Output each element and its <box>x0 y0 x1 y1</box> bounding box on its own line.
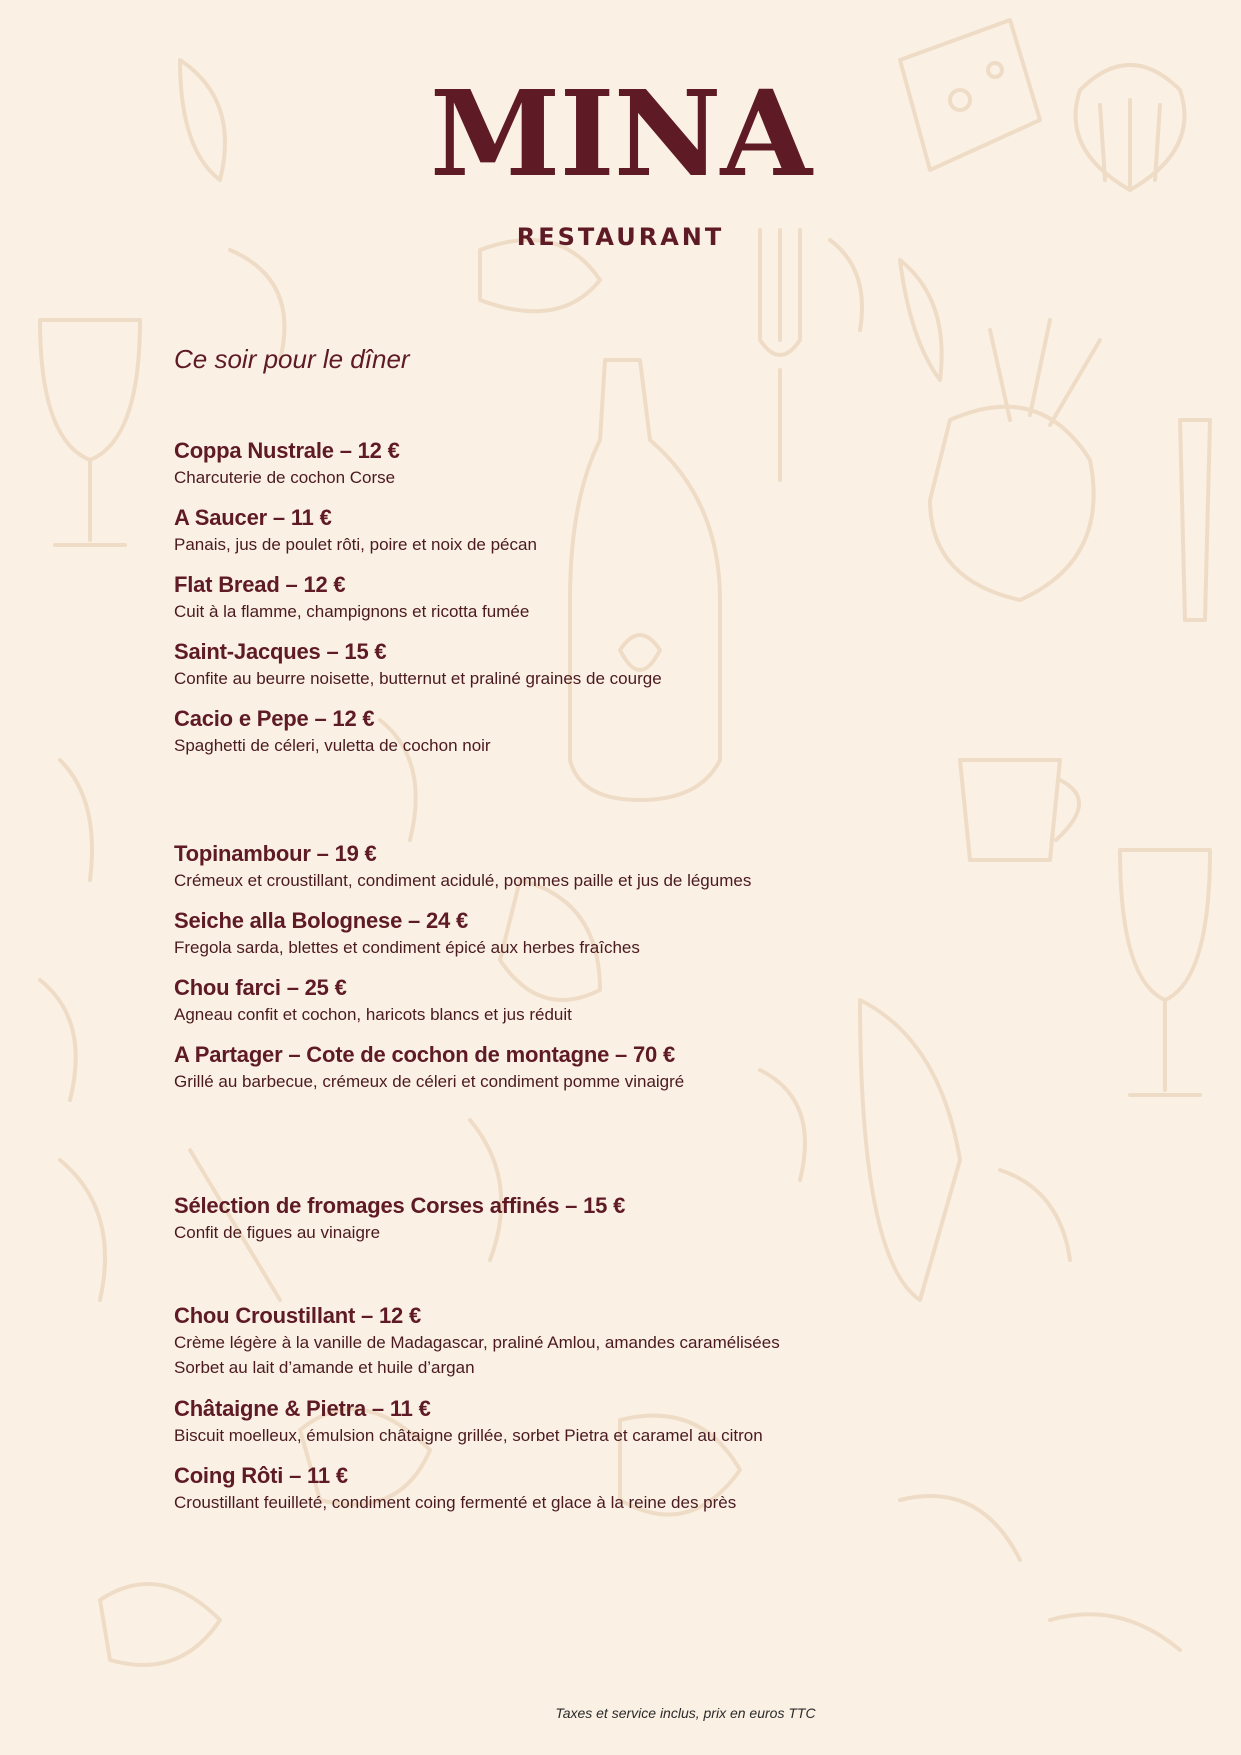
menu-item-title: Coing Rôti – 11 € <box>174 1463 348 1488</box>
menu-item-title: Chou farci – 25 € <box>174 975 347 1000</box>
menu-item-title: Seiche alla Bolognese – 24 € <box>174 908 468 933</box>
menu-item-title: A Partager – Cote de cochon de montagne – 70 € <box>174 1042 676 1067</box>
menu-heading: Ce soir pour le dîner <box>174 344 410 374</box>
menu-item-title: Flat Bread – 12 € <box>174 572 346 597</box>
menu-item-description: Confit de figues au vinaigre <box>174 1223 381 1242</box>
menu-item-description: Grillé au barbecue, crémeux de céleri et condiment pomme vinaigré <box>174 1072 685 1091</box>
menu-item-description: Confite au beurre noisette, butternut et praliné graines de courge <box>174 669 662 688</box>
menu-item-title: A Saucer – 11 € <box>174 505 332 530</box>
menu-item <box>174 1041 1074 1094</box>
menu-item <box>174 1395 1074 1448</box>
menu-item <box>174 1302 1074 1380</box>
menu-item-title: Chou Croustillant – 12 € <box>174 1303 422 1328</box>
menu-item-description: Panais, jus de poulet rôti, poire et noix de pécan <box>174 535 537 554</box>
restaurant-subtitle: RESTAURANT <box>516 223 725 251</box>
menu-item <box>174 974 1074 1027</box>
menu-item-description: Charcuterie de cochon Corse <box>174 468 396 487</box>
menu-item <box>174 907 1074 960</box>
footer-note: Taxes et service inclus, prix en euros TTC <box>555 1705 816 1721</box>
menu-item-title: Saint-Jacques – 15 € <box>174 639 387 664</box>
menu-item <box>174 437 1074 490</box>
menu-item <box>174 638 1074 691</box>
restaurant-logo: MINA <box>429 64 812 203</box>
menu-item-description: Cuit à la flamme, champignons et ricotta fumée <box>174 602 530 621</box>
menu-item <box>174 705 1074 758</box>
menu-item-description-extra: Sorbet au lait d’amande et huile d’argan <box>174 1358 475 1377</box>
menu-item-title: Topinambour – 19 € <box>174 841 377 866</box>
menu-item-title: Châtaigne & Pietra – 11 € <box>174 1396 431 1421</box>
menu-item-description: Crème légère à la vanille de Madagascar, praliné Amlou, amandes caramélisées <box>174 1333 780 1352</box>
menu-item <box>174 504 1074 557</box>
menu-item-title: Cacio e Pepe – 12 € <box>174 706 375 731</box>
menu-item-description: Biscuit moelleux, émulsion châtaigne grillée, sorbet Pietra et caramel au citron <box>174 1426 763 1445</box>
menu-item-description: Spaghetti de céleri, vuletta de cochon noir <box>174 736 491 755</box>
menu-item-description: Crémeux et croustillant, condiment acidulé, pommes paille et jus de légumes <box>174 871 752 890</box>
menu-item <box>174 571 1074 624</box>
menu-item <box>174 840 1074 893</box>
menu-item-description: Fregola sarda, blettes et condiment épicé aux herbes fraîches <box>174 938 640 957</box>
menu-item <box>174 1192 1074 1245</box>
menu-item-description: Croustillant feuilleté, condiment coing fermenté et glace à la reine des près <box>174 1493 737 1512</box>
menu-item-title: Coppa Nustrale – 12 € <box>174 438 400 463</box>
menu-item-description: Agneau confit et cochon, haricots blancs et jus réduit <box>174 1005 572 1024</box>
menu-item-title: Sélection de fromages Corses affinés – 15 € <box>174 1193 626 1218</box>
menu-item <box>174 1462 1074 1515</box>
